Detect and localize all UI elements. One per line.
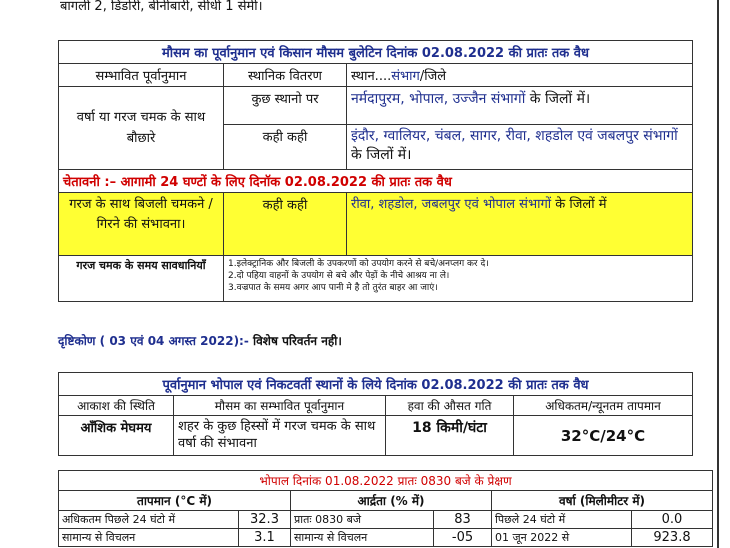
- place-2-divisions: इंदौर, ग्वालियर, चंबल, सागर, रीवा, शहडोल एवं जबलपुर संभागों: [351, 128, 678, 144]
- bhopal-forecast-table: [58, 372, 693, 456]
- bhopal-forecast-title: पूर्वानुमान भोपाल एवं निकटवर्ती स्थानों के लिये दिनांक 02.08.2022 की प्रातः तक वैध: [59, 373, 693, 396]
- observation-table: [58, 470, 713, 547]
- wind-speed: 18 किमी/घंटा: [386, 416, 514, 456]
- precaution-label: गरज चमक के समय सावधानियाँ: [59, 256, 224, 302]
- col-place-header: [347, 64, 693, 87]
- obs-cell: सामान्य से विचलन: [291, 529, 434, 547]
- obs-cell: 0.0: [632, 511, 713, 529]
- warning-title: चेतावनी :– आगामी 24 घण्टों के लिए दिनॉक 02.08.2022 की प्रातः तक वैध: [59, 170, 693, 193]
- warning-place: [347, 193, 693, 256]
- obs-cell: 923.8: [632, 529, 713, 547]
- wind-header: हवा की औसत गति: [386, 396, 514, 416]
- obs-cell: 3.1: [239, 529, 291, 547]
- place-2: [347, 125, 693, 170]
- outlook-label: दृष्टिकोण ( 03 एवं 04 अगस्त 2022):-: [58, 334, 249, 348]
- precaution-item: 3.वज्रपात के समय अगर आप पानी मे है तो तुरंत बाहर आ जाएं।: [228, 283, 438, 293]
- place-header-prefix: स्थान....: [351, 69, 392, 84]
- weather-forecast: शहर के कुछ हिस्सों में गरज चमक के साथ वर्षा की संभावना: [174, 416, 386, 456]
- sky-header: आकाश की स्थिति: [59, 396, 174, 416]
- place-1-divisions: नर्मदापुरम, भोपाल, उज्जैन संभागों: [351, 91, 526, 107]
- table-row: [59, 511, 713, 529]
- outlook: [58, 332, 342, 349]
- obs-cell: -05: [434, 529, 492, 547]
- place-1: [347, 87, 693, 125]
- top-line: बागली 2, डिंडोरी, बीनीबारी, सीधी 1 सेमी।: [60, 0, 263, 14]
- bulletin-table: [58, 40, 693, 302]
- col-forecast-header: सम्भावित पूर्वानुमान: [59, 64, 224, 87]
- place-2-suffix: के जिलों में।: [351, 147, 412, 163]
- precaution-item: 2.दो पहिया वाहनों के उपयोग से बचे और पेड़ों के नीचे आश्रय ना ले।: [228, 271, 450, 281]
- obs-cell: पिछले 24 घंटो में: [492, 511, 632, 529]
- warning-place-suffix: के जिलों में: [551, 197, 607, 212]
- place-header-suffix: /जिले: [419, 69, 447, 84]
- rain-header: वर्षा (मिलीमीटर में): [492, 491, 713, 511]
- temperature: 32°C/24°C: [514, 416, 693, 456]
- temp-obs-header: तापमान (°C में): [59, 491, 291, 511]
- obs-cell: सामान्य से विचलन: [59, 529, 239, 547]
- sky-condition: आँशिक मेघमय: [59, 416, 174, 456]
- obs-cell: 83: [434, 511, 492, 529]
- obs-cell: प्रातः 0830 बजे: [291, 511, 434, 529]
- obs-cell: 01 जून 2022 से: [492, 529, 632, 547]
- warning-distribution: कही कही: [224, 193, 347, 256]
- obs-cell: 32.3: [239, 511, 291, 529]
- table-row: [59, 529, 713, 547]
- forecast-text: वर्षा या गरज चमक के साथ बौछारे: [59, 87, 224, 170]
- place-1-suffix: के जिलों में।: [525, 91, 591, 107]
- distribution-1: कुछ स्थानो पर: [224, 87, 347, 125]
- place-header-division: संभाग: [391, 69, 420, 84]
- humidity-header: आर्द्रता (% में): [291, 491, 492, 511]
- precaution-item: 1.इलेक्ट्रानिक और बिजली के उपकरणों को उपयोग करने से बचे/अनप्लग कर दे।: [228, 259, 489, 269]
- observation-title: भोपाल दिनांक 01.08.2022 प्रातः 0830 बजे के प्रेक्षण: [59, 471, 713, 491]
- distribution-2: कही कही: [224, 125, 347, 170]
- precaution-list: [224, 256, 693, 302]
- obs-cell: अधिकतम पिछले 24 घंटो में: [59, 511, 239, 529]
- bulletin-title: मौसम का पूर्वानुमान एवं किसान मौसम बुलेटिन दिनांक 02.08.2022 की प्रातः तक वैध: [59, 41, 693, 64]
- col-distribution-header: स्थानिक वितरण: [224, 64, 347, 87]
- warning-divisions: रीवा, शहडोल, जबलपुर एवं भोपाल संभागों: [351, 197, 552, 212]
- weather-header: मौसम का सम्भावित पूर्वानुमान: [174, 396, 386, 416]
- outlook-text: विशेष परिवर्तन नही।: [248, 334, 342, 348]
- warning-forecast: गरज के साथ बिजली चमकने / गिरने की संभावना।: [59, 193, 224, 256]
- temp-header: अधिकतम/न्यूनतम तापमान: [514, 396, 693, 416]
- page-border: [717, 0, 719, 548]
